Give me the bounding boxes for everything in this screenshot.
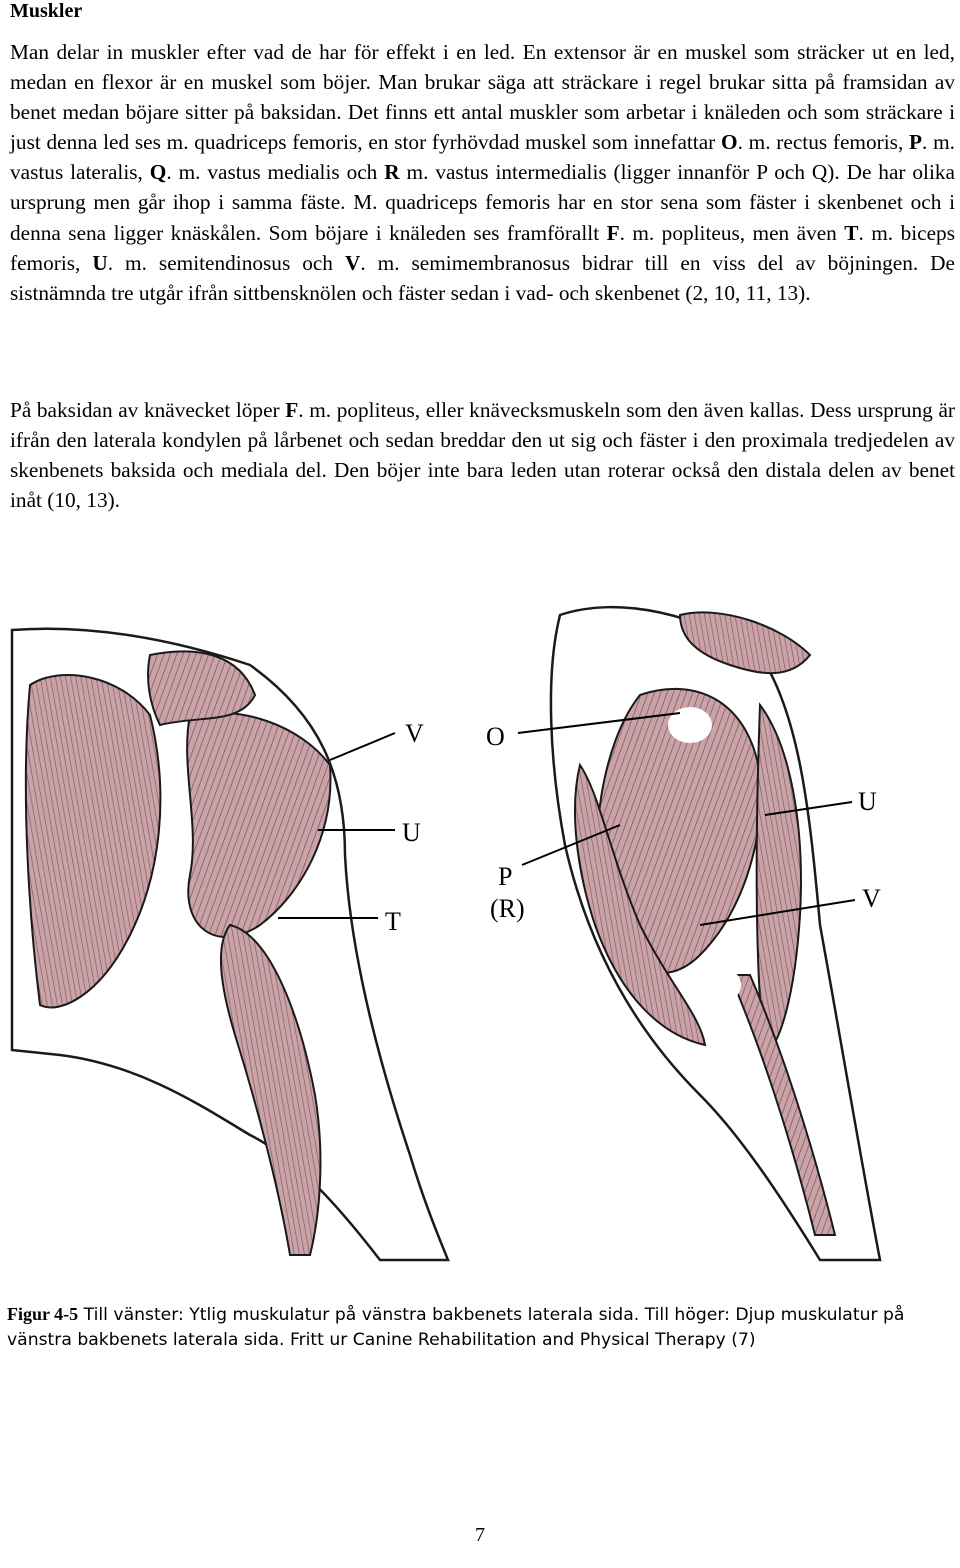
figure-caption <box>7 1302 947 1353</box>
anatomy-figure <box>0 595 960 1265</box>
paragraph-popliteus: På baksidan av knävecket löper F. m. popliteus, eller knävecksmuskeln som den även kallas. Dess ursprung är ifrån den laterala kondylen på lårbenet och sedan breddar den ut sig och fäster i den proximala tredjedelen av skenbenets baksida och mediala del. Den böjer inte bara leden utan roterar också den distala delen av benet inåt (10, 13). <box>10 398 955 513</box>
page-number: 7 <box>475 1524 485 1546</box>
left-label-v: V <box>405 719 424 748</box>
right-label-p: P <box>498 862 513 891</box>
right-label-v: V <box>862 884 881 913</box>
left-pointer-v <box>330 733 395 760</box>
right-leg-illustration <box>486 607 881 1260</box>
left-leg-illustration <box>12 629 448 1260</box>
page-heading: Muskler <box>10 0 83 22</box>
right-label-o: O <box>486 722 505 751</box>
right-tendon-highlight-2 <box>689 965 741 1005</box>
caption-label: Figur 4-5 <box>7 1304 79 1324</box>
paragraph-muscles: Man delar in muskler efter vad de har för effekt i en led. En extensor är en muskel som sträcker ut en led, medan en flexor är en muskel som böjer. Man brukar säga att sträckare i regel brukar sitta på framsidan av benet medan böjare sitter på baksidan. Det finns ett antal muskler som arbetar i knäleden och som sträckare i just denna led ses m. quadriceps femoris, en stor fyrhövdad muskel som innefattar O. m. rectus femoris, P. m. vastus lateralis, Q. m. vastus medialis och R m. vastus intermedialis (ligger innanför P och Q). De har olika ursprung men går ihop i samma fäste. M. quadriceps femoris har en stor sena som fäster i skenbenet och i denna sena ligger knäskålen. Som böjare i knäleden ses framförallt F. m. popliteus, men även T. m. biceps femoris, U. m. semitendinosus och V. m. semimembranosus bidrar till en viss del av böjningen. De sistnämnda tre utgår ifrån sittbensknölen och fäster sedan i vad- och skenbenet (2, 10, 11, 13). <box>10 40 955 305</box>
right-label-u: U <box>858 787 877 816</box>
right-tendon-highlight-1 <box>668 707 712 743</box>
left-label-u: U <box>402 818 421 847</box>
right-label-r: (R) <box>490 894 525 923</box>
left-label-t: T <box>385 907 401 936</box>
caption-text: Till vänster: Ytlig muskulatur på vänstra bakbenets laterala sida. Till höger: Djup muskulatur på vänstra bakbenets laterala sida. Fritt ur Canine Rehabilitation and Physical Therapy (7) <box>7 1305 905 1350</box>
